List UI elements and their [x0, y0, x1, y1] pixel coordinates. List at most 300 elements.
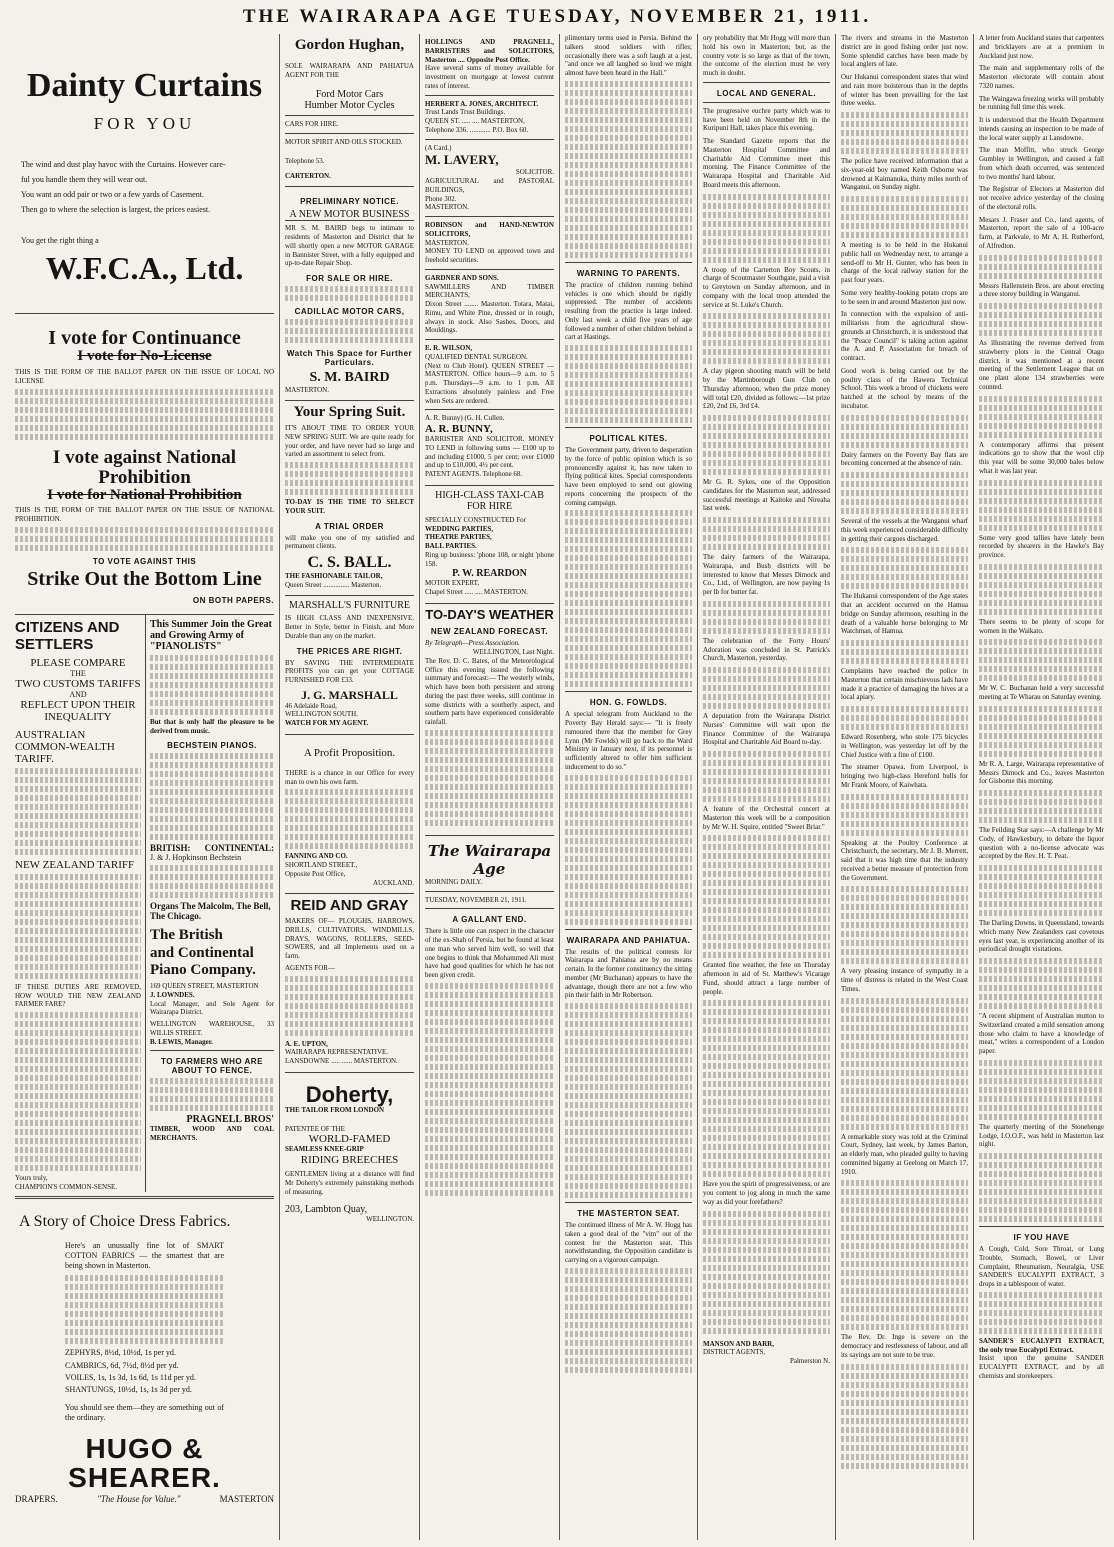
newspaper-masthead: THE WAIRARAPA AGE TUESDAY, NOVEMBER 21, 1911. [242, 6, 872, 27]
news-7-17-more [979, 1060, 1104, 1120]
zephyrs-price: ZEPHYRS, 8½d, 10½d, 1s per yd. [65, 1348, 176, 1358]
nz-forecast: NEW ZEALAND FORECAST. [430, 627, 549, 637]
column-5 [698, 34, 836, 1540]
column-6 [836, 34, 974, 1540]
marshall-advert [285, 596, 414, 734]
gordon-hughan-advert [285, 34, 414, 187]
morning-daily: MORNING DAILY. [425, 877, 483, 886]
vote-against-prohibition: I vote against National Prohibition [52, 446, 237, 488]
wilson-body: (Next to Club Hotel). QUEEN STREET — MASTERTON. Office hours—9 a.m. to 5 p.m. Thursdays—9 a.m. to 1 p.m. All Extractions absolutely painless and Free when Sets are ordered. [425, 361, 554, 405]
news-6-17: The Rev. Dr. Inge is severe on the democracy and restlessness of labour, and all its sayings are not sure to be true. [841, 1333, 968, 1359]
compare-line-6: INEQUALITY [44, 710, 112, 723]
weather-dateline: WELLINGTON, Last Night. [472, 648, 554, 657]
cadillac-line: CADILLAC MOTOR CARS, [294, 307, 405, 316]
news-6-9: Several of the vessels at the Wanganui wharf this week experienced considerable difficulty in getting their cargoes discharged. [841, 517, 968, 543]
baird-advert [285, 187, 414, 401]
riding-breeches: RIDING BREECHES [300, 1154, 399, 1167]
wp-heading: WAIRARAPA AND PAHIATUA. [566, 935, 691, 945]
weather-section [425, 604, 554, 836]
doherty-body: GENTLEMEN living at a distance will find Mr Doherty's extremely painstaking methods of measuring. [285, 1170, 414, 1196]
col5-intro: ory probability that Mr Hogg will more than hold his own in Masterton; but, as the country vote is so large as that of the town, the outcome of the election must be very much in doubt. [703, 34, 830, 77]
pianolists-note: But that is only half the pleasure to be derived from music. [149, 717, 274, 735]
voiles-price: VOILES, 1s, 1s 3d, 1s 6d, 1s 11d per yd. [65, 1372, 196, 1382]
fowlds-more [565, 775, 692, 925]
fanning-advert [285, 735, 414, 895]
lavery-body: AGRICULTURAL and PASTORAL BUILDINGS, [425, 177, 554, 194]
local-item-10-more [703, 1000, 830, 1177]
local-item-9: A feature of the Orchestral concert at Masterton this week will be a composition by Mr W. H. Squire, entitled "Sweet Briar." [703, 805, 830, 831]
jg-address: 46 Adelaide Road, [285, 701, 337, 710]
champion-signature: CHAMPION'S COMMON-SENSE. [15, 1182, 117, 1191]
piano-makers-list: J. & J. Hopkinson Bechstein [149, 853, 242, 863]
bunny-name: A. R. BUNNY, [425, 423, 493, 435]
weather-byline: By Telegraph—Press Association. [425, 639, 520, 648]
profit-more [285, 789, 414, 849]
fence-body [150, 1078, 274, 1111]
motor-spirit: MOTOR SPIRIT AND OILS STOCKED. [285, 138, 403, 146]
news-7-18-more [979, 1153, 1104, 1222]
reid-gray-name: REID AND GRAY [290, 897, 409, 915]
jg-marshall: J. G. MARSHALL [301, 687, 398, 702]
news-7-8: Messrs Hallenstein Bros. are about erecting a three storey building in Wanganui. [979, 281, 1104, 299]
preliminary-notice: PRELIMINARY NOTICE. [300, 197, 399, 207]
bechstein-testimonials [150, 753, 274, 840]
gallant-heading: A GALLANT END. [452, 915, 527, 925]
citizens-pianos-row [15, 615, 274, 1192]
ball-advert [285, 401, 414, 596]
ballot-paper-note-2: THIS IS THE FORM OF THE BALLOT PAPER ON THE ISSUE OF NATIONAL PROHIBITION. [15, 506, 274, 524]
news-6-10-more [841, 640, 968, 664]
prices-sub: BY SAVING THE INTERMEDIATE PROFITS you can get your COTTAGE FURNISHED FOR £33. [285, 658, 414, 685]
shantungs-price: SHANTUNGS, 10½d, 1s, 1s 3d per yd. [65, 1384, 192, 1394]
hugo-footer [15, 1494, 274, 1504]
news-7-14-more [979, 790, 1104, 823]
news-6-11: Complaints have reached the police in Masterton that certain mischievous lads have made it a practice of damaging the hives at a local apiary. [841, 667, 968, 702]
sander-more [979, 1292, 1104, 1334]
bcpc-name [150, 927, 274, 979]
baird-town: MASTERTON. [285, 385, 329, 394]
local-item-9-more [703, 835, 830, 958]
news-7-9-more [979, 396, 1104, 438]
sander-body: A Cough, Cold, Sore Throat, or Lung Trouble, Stomach, Bowel, or Liver Complaint, Rheumatism, Neuralgia, USE SANDER'S EUCALYPTI EXTRACT, 3 drops in a tablespoon of water. [979, 1245, 1104, 1288]
news-6-7: Good work is being carried out by the poultry class of the Hawera Technical School. This week a brood of chickens were hatched at the school by means of the incubator. [841, 366, 968, 410]
vote-prohibition-struck: I vote for National Prohibition [47, 486, 242, 503]
robinson-body: MONEY TO LEND on approved town and freehold securities. [425, 247, 554, 264]
seat-body: The continued illness of Mr A. W. Hogg has taken a good deal of the "vim" out of the contest for the Masterton seat. This notwithstanding, the Opposition candidate is carrying on a vigorous campaign. [565, 1221, 692, 1264]
prices-right: THE PRICES ARE RIGHT. [296, 646, 403, 656]
piano-makers-rest [150, 865, 274, 898]
reid-gray-agencies [285, 976, 414, 1036]
if-you-have: IF YOU HAVE [1013, 1233, 1070, 1242]
bcpc-address: 169 QUEEN STREET, MASTERTON [149, 982, 259, 991]
strike-out-headline: Strike Out the Bottom Line [27, 567, 262, 590]
manson-barr: MANSON AND BARR, [703, 1339, 774, 1348]
ball-parties: BALL PARTIES. [425, 542, 477, 550]
hugo-shearer-name: HUGO & SHEARER. [68, 1432, 221, 1494]
bcpc-name-3: Piano Company. [149, 961, 256, 978]
weather-more [425, 730, 554, 826]
masterton-label: MASTERTON [219, 1494, 274, 1505]
local-item-3: A troop of the Carterton Boy Scouts, in charge of Scoutmaster Southgate, paid a visit to Greytown on Sunday afternoon, and in company with the local troop attended the service at St. Luke's Church. [703, 265, 830, 309]
news-6-16-more [841, 1180, 968, 1330]
column-3 [420, 34, 560, 1540]
fowlds-body: A special telegram from Auckland to the Poverty Bay Herald says:— "It is freely rumoured there that the member for Grey Lynn (Mr Fowlds) will go back to the Ward Ministry in January next, if its personnel is sufficiently altered to offer him sufficient inducement to do so." [565, 710, 692, 771]
weather-heading: TO-DAY'S WEATHER [425, 606, 554, 622]
gallant-body: There is little one can respect in the character of the ex-Shah of Persia, but he found at least one man who served him well, so well that one begins to think that Mohammed Ali must have had good qualities for which he has not been given credit. [425, 927, 554, 980]
col4-intro: plimentary terms used in Persia. Behind the talkers stood soldiers with rifles; occasionally there was a soft laugh at a jest, "and once we all laughed so loud we might almost have been heard in the Hall." [565, 34, 692, 77]
news-6-1: The rivers and streams in the Masterton district are in good fishing order just now. Some splendid catches have been made by local anglers of late. [841, 34, 968, 69]
lavery-town: MASTERTON. [425, 203, 469, 212]
bunny-patents: PATENT AGENTS. Telephone 68. [425, 470, 523, 478]
news-7-1: A letter from Auckland states that carpenters and bricklayers are at a premium in Auckland just now. [979, 34, 1104, 60]
local-item-10: Granted fine weather, the fete on Thursday afternoon in aid of St. Matthew's Vicarage Fund, should attract a large number of people. [703, 961, 830, 996]
bcpc-name-2: and Continental [149, 944, 254, 961]
vote-against-label: TO VOTE AGAINST THIS [92, 556, 197, 566]
profit-heading: A Profit Proposition. [303, 746, 396, 759]
news-7-15-more [979, 865, 1104, 916]
doherty-name: Doherty, [305, 1081, 394, 1107]
australian-tariff-table [15, 768, 141, 855]
local-item-4-more [703, 415, 830, 475]
col4-intro-more [565, 81, 692, 258]
news-6-8: Dairy farmers on the Poverty Bay flats are becoming concerned at the absence of rain. [841, 450, 968, 468]
fabrics-closing: You should see them—they are something out of the ordinary. [65, 1403, 224, 1423]
both-papers-label: ON BOTH PAPERS. [192, 595, 274, 605]
news-6-15-more [841, 998, 968, 1130]
bcpc-warehouse: WELLINGTON WAREHOUSE, 33 WILLIS STREET. [149, 1020, 274, 1037]
local-item-7: The celebration of the Forty Hours' Adoration was concluded in St. Patrick's Church, Masterton, yesterday. [703, 636, 830, 663]
bechstein-heading: BECHSTEIN PIANOS. [167, 741, 257, 751]
watch-space: Watch This Space for Further Particulars. [286, 349, 413, 367]
local-item-2-more [703, 194, 830, 263]
news-6-13-more [841, 794, 968, 836]
local-item-5: Mr G. R. Sykes, one of the Opposition candidates for the Masterton seat, addressed successful meetings at Kaitoke and Nireaha last week. [703, 478, 830, 513]
curtains-body-3: You want an odd pair or two or a few yards of Casement. [21, 190, 204, 200]
kites-more [565, 510, 692, 687]
local-general-heading: LOCAL AND GENERAL. [716, 88, 817, 98]
bunny-partners: A. R. Bunny) (G. H. Cullen. [425, 414, 505, 423]
news-7-13-more [979, 706, 1104, 757]
cars-for-hire: CARS FOR HIRE. [285, 120, 339, 129]
herbert-card: HERBERT A. JONES, ARCHITECT. [425, 99, 539, 108]
hollings-body: Have several sums of money available for investment on mortgage at lowest current rates of interest. [425, 64, 554, 90]
nz-tariff-heading: NEW ZEALAND TARIFF [15, 858, 135, 871]
news-6-9-more [841, 547, 968, 589]
vote-no-license-struck: I vote for No-License [77, 348, 212, 365]
news-6-7-more [841, 415, 968, 448]
news-6-6: In connection with the expulsion of anti-militarists from the agricultural show-grounds at Christchurch, it is understood that the "Peace Council" is taking action against the A. and P. Association for breach of contract. [841, 310, 968, 362]
news-7-3: The Waingawa freezing works will probably be running full time this week. [979, 94, 1104, 112]
news-6-17-more [841, 1364, 968, 1469]
taxi-advert [425, 486, 554, 604]
baird-detail-2 [285, 319, 414, 343]
doherty-address: 203, Lambton Quay, [285, 1204, 368, 1216]
ballot-fine-print-2 [15, 527, 274, 551]
curtains-body-5: You get the right thing a [21, 235, 99, 245]
local-item-5-more [703, 517, 830, 550]
patentee-label: PATENTEE OF THE [285, 1124, 345, 1133]
manson-sub: DISTRICT AGENTS, [703, 1348, 766, 1357]
manson-town: Palmerston N. [789, 1357, 830, 1365]
weather-body: The Rev. D. C. Bates, of the Meteorological Office this evening issued the following summary and forecast:— The westerly winds, which have been both persistent and strong during the past three weeks, still continue in some districts with a southerly aspect, and southern parts have experienced considerable rainfall. [425, 656, 554, 727]
news-7-12: There seems to be plenty of scope for women in the Waikato. [979, 617, 1104, 635]
dress-fabrics-advert [15, 1213, 274, 1505]
editorial-section [425, 842, 554, 1196]
news-7-5: The man Moffitt, who struck George Gumbley in Wellington, and caused a fall from which death occurred, was sentenced to two months' hard labour. [979, 146, 1104, 181]
watch-agent: WATCH FOR MY AGENT. [285, 719, 369, 728]
news-6-14: Speaking at the Poultry Conference at Christchurch, the secretary, Mr J. B. Merrett, said that it was high time that the industry received a better measure of protection from the Government. [841, 838, 968, 882]
organs-line: Organs The Malcolm, The Bell, The Chicago. [149, 901, 271, 922]
gordon-telephone: Telephone 53. [285, 156, 325, 165]
doherty-sub: THE TAILOR FROM LONDON [285, 1105, 385, 1114]
news-6-8-more [841, 472, 968, 514]
curtains-title: Dainty Curtains [26, 67, 263, 104]
fanning-town: AUCKLAND. [372, 878, 414, 887]
pragnell-sub: TIMBER, WOOD AND COAL MERCHANTS. [149, 1125, 274, 1143]
column-4 [560, 34, 698, 1540]
compare-line-3: TWO CUSTOMS TARIFFS [15, 677, 141, 690]
herbert-street: QUEEN ST. ..... .... MASTERTON, [425, 117, 525, 125]
fabrics-intro: Here's an unusually fine lot of SMART COTTON FABRICS — the smartest that are being shown in Masterton. [65, 1240, 224, 1271]
continental-label: CONTINENTAL: [204, 843, 274, 854]
fabrics-heading: A Story of Choice Dress Fabrics. [19, 1212, 231, 1230]
wilson-card: E. R. WILSON, [425, 344, 473, 352]
news-7-6: The Registrar of Electors at Masterton did not receive advice yesterday of the closing of the electoral rolls. [979, 185, 1104, 211]
reid-gray-advert [285, 894, 414, 1073]
news-6-5: Some very healthy-looking potato crops are to be seen in and around Masterton just now. [841, 288, 968, 306]
news-6-13: The steamer Opawa, from Liverpool, is bringing two high-class Hereford bulls for Mr Frank Moore, of Kaiwhata. [841, 763, 968, 789]
herbert-telephone: Telephone 336. ............ P.O. Box 60. [425, 125, 529, 134]
doherty-town: WELLINGTON. [366, 1215, 414, 1224]
advert-column-2 [280, 34, 420, 1540]
news-7-15: The Feilding Star says:—A challenge by Mr Cody, of Hawkesbury, to debate the liquor question with a no-license advocate was accepted by the Rev. H. T. Peat. [979, 826, 1104, 861]
compare-line-5: REFLECT UPON THEIR [20, 698, 136, 711]
doherty-advert [285, 1083, 414, 1224]
news-7-4: It is understood that the Health Department intends causing an inspection to be made of the local water supply at Lansdowne. [979, 116, 1104, 142]
fowlds-heading: HON. G. FOWLDS. [589, 698, 668, 708]
spring-suit-more [285, 462, 414, 495]
a-card-label: (A Card.) [425, 143, 452, 152]
news-7-11-more [979, 564, 1104, 615]
british-label: BRITISH: [149, 843, 191, 854]
news-7-14: Mr R. A. Large, Wairarapa representative of Messrs Dimock and Co., leaves Masterton for Gisborne this morning. [979, 759, 1104, 786]
gardner-body: Dixon Street ........ Masterton. Totara, Matai, Rimu, and White Pine, dressed or in rough, always in stock. Also Sashes, Doors, and Mouldings. [425, 300, 554, 335]
news-6-3: The police have received information that a six-year-old boy named Keith Osborne was drowned at Kaimanuka, thirty miles north of Wanganui, on Sunday night. [841, 157, 968, 192]
compare-line-4: AND [69, 689, 87, 699]
seat-more [565, 1268, 692, 1373]
theatre-parties: THEATRE PARTIES, [425, 533, 492, 542]
world-famed: WORLD-FAMED [308, 1133, 391, 1146]
curtains-advert [15, 34, 274, 314]
local-item-11-more [703, 1211, 830, 1334]
reardon-name: P. W. REARDON [452, 568, 527, 580]
bunny-body: BARRISTER AND SOLICITOR. MONEY TO LEND in following sums — £100 up to and including £1000, 5 per cent; over £1000 and up to £10,000, 4½ per cent. [425, 435, 554, 470]
tariff-advert [15, 615, 146, 1192]
lavery-phone: Phone 302. [425, 194, 457, 203]
ford-line: Ford Motor Cars [315, 89, 384, 101]
trial-order-sub: will make you one of my satisfied and permanent clients. [285, 533, 414, 551]
gordon-town: CARTERTON. [285, 171, 331, 180]
kites-body: The Government party, driven to desperation by the force of public opinion which is so pronouncedly against it, has now taken to flying political kites. Special correspondents have been employed to send out glowing reports concerning the prospects of the coming campaign. [565, 446, 692, 507]
advert-column-1 [10, 34, 280, 1540]
news-6-12: Edward Rosenberg, who stole 175 bicycles in Wellington, was yesterday let off by the Chief Justice with a fine of £100. [841, 733, 968, 759]
baird-name: S. M. BAIRD [309, 370, 390, 385]
wfca-name: W.F.C.A., Ltd. [45, 249, 244, 286]
news-6-15: A very pleasing instance of sympathy in a time of distress is related in the West Coast Times. [841, 967, 968, 993]
fanning-address: SHORTLAND STREET., [285, 861, 358, 870]
lavery-name: M. LAVERY, [425, 152, 499, 168]
wilson-sub: QUALIFIED DENTAL SURGEON. [425, 352, 528, 361]
curtains-body-1: The wind and dust play havoc with the Curtains. However care- [21, 159, 226, 169]
ballot-advert [15, 314, 274, 614]
tariff-letter-body [15, 1012, 141, 1171]
duties-question: IF THESE DUTIES ARE REMOVED, HOW WOULD THE NEW ZEALAND FARMER FARE? [15, 982, 141, 1009]
reardon-address: Chapel Street ..... .... MASTERTON. [425, 588, 528, 596]
baird-detail [285, 286, 414, 301]
news-7-17: "A recent shipment of Australian mutton to Switzerland created a mild sensation among those who claim to have a knowledge of meat," writes a correspondent of a London paper. [979, 1012, 1104, 1055]
fanning-name: FANNING AND CO. [285, 852, 348, 861]
gallant-more [425, 983, 554, 1196]
gordon-agent: SOLE WAIRARAPA AND PAHIATUA AGENT FOR THE [285, 61, 414, 79]
seat-heading: THE MASTERTON SEAT. [577, 1209, 680, 1218]
drapers-label: DRAPERS. [15, 1494, 58, 1505]
news-7-7: Mesars J. Fraser and Co., land agents, of Masterton, report the sale of a 100-acre farm, at Parkvale, to Mr A. H. Rutherford, of Alfredton. [979, 215, 1104, 250]
paper-title: The Wairarapa Age [427, 841, 552, 878]
wedding-parties: WEDDING PARTIES, [425, 524, 494, 533]
news-6-10: The Hukanui correspondent of the Age states that an accident occurred on the Hamua bridge on Sunday afternoon, resulting in the death of a valuable horse belonging to Mr Watchman, of Hamua. [841, 592, 968, 636]
news-7-2: The main and supplementary rolls of the Masterton electorate will contain about 7320 names. [979, 64, 1104, 90]
local-item-6-more [703, 601, 830, 634]
australian-tariff-heading: AUSTRALIAN COMMON-WEALTH TARIFF. [15, 728, 115, 765]
warning-more [565, 345, 692, 423]
herbert-address: Trust Lands Trust Buildings. [425, 108, 506, 117]
gordon-name: Gordon Hughan, [294, 37, 405, 53]
news-7-16: The Darling Downs, in Queensland, towards which many New Zealanders cast covetous eyes last year, is experiencing another of its periodical drought visitations. [979, 919, 1105, 954]
pianolists-heading: This Summer Join the Great and Growing Army of "PIANOLISTS" [149, 618, 272, 652]
local-item-7-more [703, 667, 830, 709]
news-6-14-more [841, 886, 968, 964]
cambrics-price: CAMBRICS, 6d, 7½d, 8½d per yd. [65, 1360, 179, 1370]
humber-line: Humber Motor Cycles [304, 100, 395, 112]
ballot-fine-print [15, 389, 274, 440]
marshall-heading: MARSHALL'S FURNITURE [289, 600, 410, 612]
curtains-body-2: ful you handle them they will wear out. [21, 174, 148, 184]
pianos-advert [146, 615, 274, 1192]
reid-gray-body: MAKERS OF— PLOUGHS, HARROWS, DRILLS, CULTIVATORS, WINDMILLS, DRAYS, WAGONS, ROLLERS, SEED-SOWERS, and all Implements used on a farm. [285, 917, 414, 961]
nz-tariff-table [15, 874, 141, 979]
news-6-3-more [841, 196, 968, 238]
for-sale-hire: FOR SALE OR HIRE. [306, 274, 393, 283]
ballot-paper-note-1: THIS IS THE FORM OF THE BALLOT PAPER ON THE ISSUE OF LOCAL NO LICENSE [15, 368, 274, 385]
vote-continuance: I vote for Continuance [48, 327, 241, 350]
bcpc-manager: J. LOWNDES. [149, 990, 195, 999]
bcpc-lewis: B. LEWIS, Manager. [149, 1037, 213, 1046]
news-7-11: Some very good tallies have lately been recorded by shearers in the Hawke's Bay province. [979, 533, 1104, 559]
news-6-2-more [841, 112, 968, 154]
news-7-12-more [979, 639, 1104, 681]
news-7-10-more [979, 480, 1104, 531]
wp-body: The results of the political contests for Wairarapa and Pahiatua are by no means certain. In the former constituency the sitting member (Mr Buchanan) appears to have the advantage, though there are not a few who pin their faith in Mr Robertson. [565, 947, 692, 1000]
news-7-16-more [979, 958, 1104, 1009]
column-7 [974, 34, 1109, 1540]
citizens-heading: CITIZENS AND SETTLERS [15, 618, 120, 653]
wp-more [565, 1003, 692, 1198]
marshall-body: IS HIGH CLASS AND INEXPENSIVE. Better in Style, better in Finish, and More Durable than any on the market. [285, 614, 414, 640]
spring-suit-heading: Your Spring Suit. [293, 404, 406, 421]
robinson-card: ROBINSON and HAND-NEWTON SOLICITORS, [425, 221, 554, 238]
bcpc-name-1: The British [149, 927, 223, 944]
local-item-1: The progressive euchre party which was to have been held on November 8th in the Kuripuni Hall, takes place this evening. [703, 106, 830, 133]
pianolists-body [150, 655, 274, 715]
pragnell-name: PRAGNELL BROS' [186, 1114, 274, 1126]
local-item-2: The Standard Gazette reports that the Masterton Hospital Committee and Charitable Aid Committee meet this morning. The Finance Committee of the Wairarapa Hospital and Charitable Aid Board meets this afternoon. [703, 137, 830, 189]
makers-heading [150, 843, 274, 853]
news-7-9: As illustrating the revenue derived from strawberry plots in the Central Otago district, it was mentioned at a recent meeting of the Settlement League that on one plant alone 134 strawberries were counted. [979, 339, 1104, 391]
compare-line-1: PLEASE COMPARE [30, 656, 126, 669]
curtains-subtitle: FOR YOU [93, 113, 196, 133]
sander-sub: Insist upon the genuine SANDER EUCALYPTI EXTRACT, and by all chemists and storekeepers. [979, 1354, 1104, 1380]
trial-order: A TRIAL ORDER [315, 521, 384, 531]
local-item-3-more [703, 313, 830, 364]
warning-body: The practice of children running behind vehicles is one which should be rigidly suppressed. The number of accidents resulting from the practice is large indeed. Only last week a child five years of age followed a number of other children behind a cart at Hastings. [565, 280, 692, 342]
jg-town: WELLINGTON SOUTH. [285, 710, 358, 719]
news-6-16: A remarkable story was told at the Criminal Court, Sydney, last week, by James Barton, an elderly man, who pleaded guilty to having committed bigamy at Geelong on March 17, 1910. [841, 1132, 968, 1176]
news-7-13: Mr W. C. Buchanan held a very successful meeting at Te Wharau on Saturday evening. [979, 684, 1104, 701]
news-7-18: The quarterly meeting of the Stonehenge Lodge, I.O.O.F., was held in Masterton last night. [979, 1122, 1104, 1149]
house-slogan: "The House for Value." [96, 1494, 181, 1505]
warning-heading: WARNING TO PARENTS. [576, 268, 681, 278]
new-motor-heading: A NEW MOTOR BUSINESS [285, 209, 414, 221]
taxi-sub: SPECIALLY CONSTRUCTED For [425, 515, 526, 524]
gardner-card: GARDNER AND SONS. [425, 273, 499, 282]
local-item-8-more [703, 751, 830, 802]
spring-suit-body: IT'S ABOUT TIME TO ORDER YOUR NEW SPRING SUIT. We are quite ready for your order, and have never had so large and varied an assortment to select from. [285, 424, 414, 459]
taxi-heading: HIGH-CLASS TAXI-CAB FOR HIRE [435, 489, 544, 512]
local-item-6: The dairy farmers of the Wairarapa, Wairarapa, and Bush districts will be interested to know that Messrs Dimock and Co., Ltd., of Wellington, are now paying 1s per lb for butter fat. [703, 553, 830, 596]
upton-name: A. E. UPTON, [285, 1039, 328, 1048]
news-6-4: A meeting is to be held in the Hukanui public hall on Wednesday next, to arrange a send-off to Mr H. Gunter, who has been in charge of the local railway station for the past four years. [841, 241, 968, 284]
news-7-8-more [979, 303, 1104, 336]
baird-body: MR S. M. BAIRD begs to intimate to residents of Masterton and District that he will shortly open a new MOTOR GARAGE in Bannister Street, with a fully equipped and up-to-date Repair Shop. [285, 224, 414, 268]
curtains-body-4: Then go to where the selection is largest, the prices easiest. [21, 205, 211, 215]
robinson-town: MASTERTON. [425, 238, 469, 247]
ball-address: Queen Street ............... Masterton. [285, 580, 382, 589]
upton-sub: WAIRARAPA REPRESENTATIVE. [285, 1048, 389, 1057]
fabrics-body [65, 1275, 224, 1344]
gardner-sub: SAWMILLERS AND TIMBER MERCHANTS, [425, 282, 554, 300]
yours-truly: Yours truly, [15, 1174, 48, 1183]
local-item-11: Have you the spirit of progressiveness, or are you content to jog along in much the same way as did your forefathers? [703, 1180, 830, 1206]
kites-heading: POLITICAL KITES. [589, 434, 668, 443]
seamless-knee-grip: SEAMLESS KNEE-GRIP [285, 1145, 364, 1154]
taxi-ring: Ring up business: 'phone 108, or night 'phone 158. [425, 550, 554, 568]
professional-cards [425, 34, 554, 486]
reardon-sub: MOTOR EXPERT, [425, 579, 480, 588]
ball-tailor: THE FASHIONABLE TAILOR, [285, 571, 383, 580]
ball-name: C. S. BALL. [307, 554, 392, 572]
news-6-11-more [841, 706, 968, 730]
lavery-sub: SOLICITOR. [515, 168, 554, 177]
agents-for: AGENTS FOR— [285, 963, 335, 972]
news-6-2: Our Hukanui correspondent states that wind and rain more boisterous than in the depths of winter has been prevailing for the last three weeks. [841, 73, 968, 108]
local-item-4: A clay pigeon shooting match will be held by the Martinborough Gun Club on Thursday afternoon, when the prize money will total £20, divided as follows:—1st prize £20, 2nd £6, 3rd £4. [703, 367, 830, 411]
compare-line-2: THE [70, 668, 86, 678]
upton-address: LANSDOWNE ..... ...... MASTERTON. [285, 1057, 398, 1066]
bcpc-local-agent: Local Manager, and Sole Agent for Wairarapa District. [149, 999, 274, 1017]
news-7-10: A contemporary affirms that present indications go to show that the wool clip this year will be some 30,000 bales below what it was last year. [979, 440, 1104, 475]
fanning-sub: Opposite Post Office, [285, 869, 346, 878]
profit-body: THERE is a chance in our Office for every man to own his own farm. [285, 768, 414, 786]
